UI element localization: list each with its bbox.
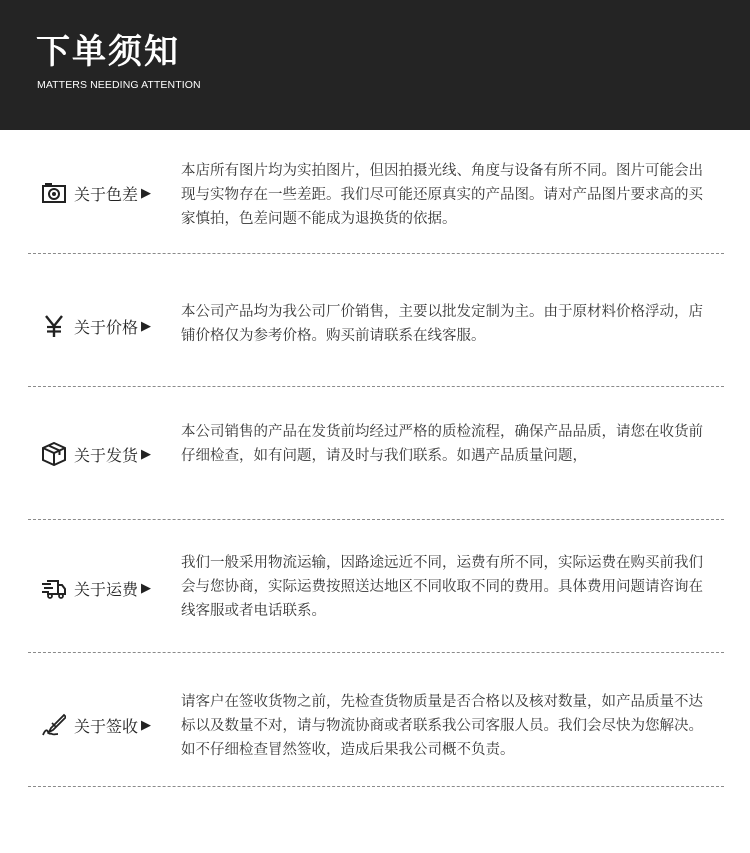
section-description: 本公司销售的产品在发货前均经过严格的质检流程，确保产品品质，请您在收货前仔细检查，如有问题，请及时与我们联系。如遇产品质量问题， bbox=[181, 424, 703, 464]
section-label bbox=[42, 576, 182, 600]
header-banner bbox=[0, 0, 750, 130]
page-subtitle: MATTERS NEEDING ATTENTION bbox=[37, 79, 201, 91]
section-label bbox=[42, 713, 182, 737]
section-label-text: 关于发货 bbox=[74, 445, 139, 465]
section-label bbox=[42, 314, 182, 338]
section-price bbox=[28, 254, 724, 387]
section-label bbox=[42, 181, 182, 205]
section-label-text: 关于签收 bbox=[74, 716, 139, 736]
section-label-text: 关于色差 bbox=[74, 184, 139, 204]
section-description: 本店所有图片均为实拍图片，但因拍摄光线、角度与设备有所不同。图片可能会出现与实物存在一些差距。我们尽可能还原真实的产品图。请对产品图片要求高的买家慎拍，色差问题不能成为退换货的依据。 bbox=[181, 163, 703, 227]
section-receipt bbox=[28, 653, 724, 787]
arrow-right-icon: ▶ bbox=[141, 717, 152, 733]
section-color-difference bbox=[28, 130, 724, 254]
camera-icon bbox=[42, 181, 66, 205]
package-icon bbox=[42, 442, 66, 466]
arrow-right-icon: ▶ bbox=[141, 580, 152, 596]
page-title: 下单须知 bbox=[36, 32, 180, 72]
section-shipping bbox=[28, 387, 724, 520]
section-description: 本公司产品均为我公司厂价销售，主要以批发定制为主。由于原材料价格浮动，店铺价格仅为参考价格。购买前请联系在线客服。 bbox=[181, 304, 703, 344]
yen-icon bbox=[42, 314, 66, 338]
arrow-right-icon: ▶ bbox=[141, 185, 152, 201]
arrow-right-icon: ▶ bbox=[141, 318, 152, 334]
section-freight bbox=[28, 520, 724, 653]
section-description: 请客户在签收货物之前，先检查货物质量是否合格以及核对数量，如产品质量不达标以及数量不对，请与物流协商或者联系我公司客服人员。我们会尽快为您解决。如不仔细检查冒然签收，造成后果我公司概不负责。 bbox=[181, 694, 703, 758]
truck-icon bbox=[42, 576, 66, 600]
arrow-right-icon: ▶ bbox=[141, 446, 152, 462]
section-description: 我们一般采用物流运输，因路途远近不同，运费有所不同，实际运费在购买前我们会与您协商，实际运费按照送达地区不同收取不同的费用。具体费用问题请咨询在线客服或者电话联系。 bbox=[181, 555, 703, 619]
section-label bbox=[42, 442, 182, 466]
signature-pen-icon bbox=[42, 713, 66, 737]
section-label-text: 关于运费 bbox=[74, 579, 139, 599]
section-label-text: 关于价格 bbox=[74, 317, 139, 337]
